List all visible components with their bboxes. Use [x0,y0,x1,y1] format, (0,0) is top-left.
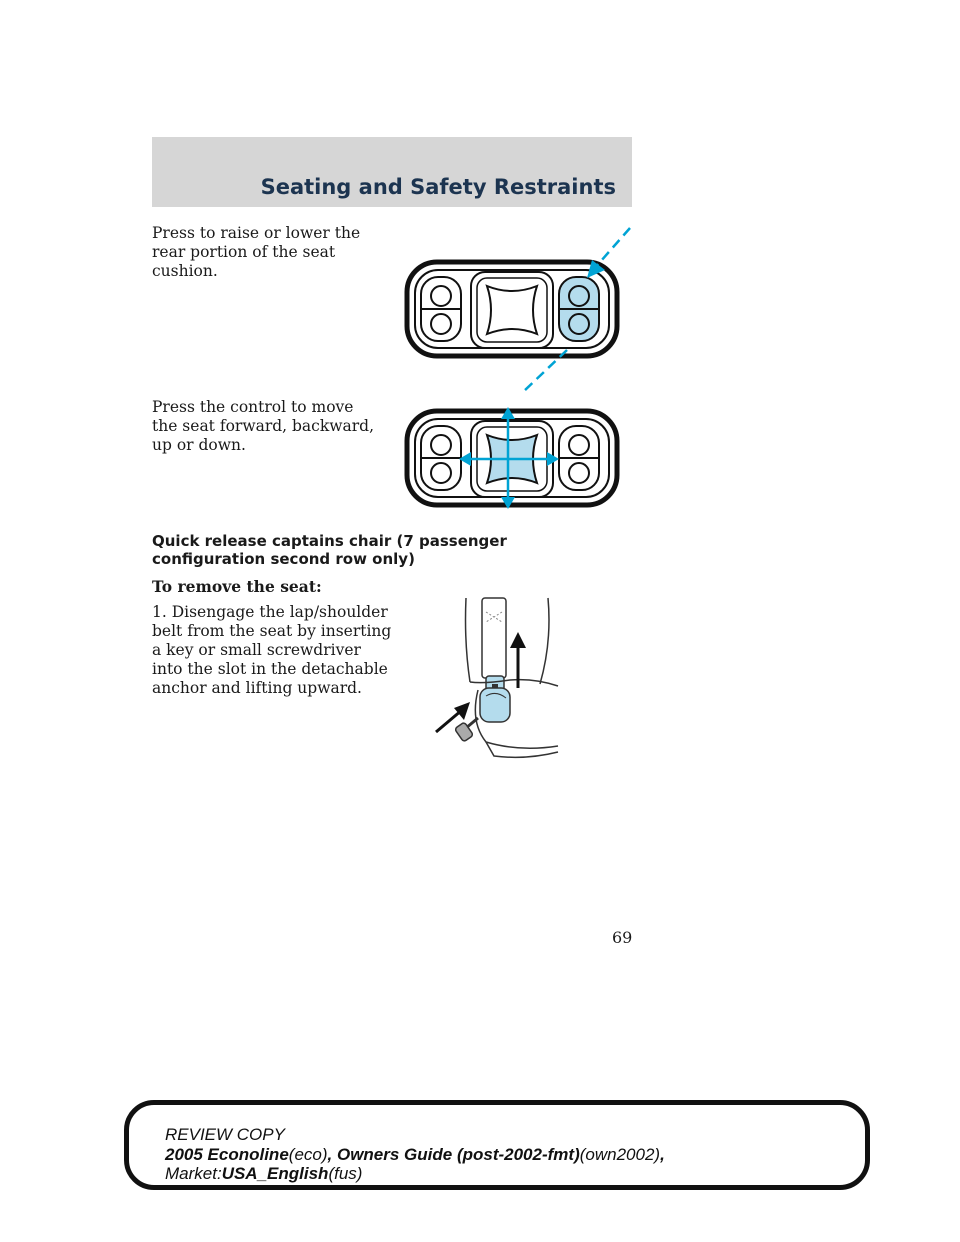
review-copy-label: REVIEW COPY [165,1125,285,1144]
guide-name: Owners Guide (post-2002-fmt) [336,1145,580,1164]
step-1: 1. Disengage the lap/shoulder belt from the seat by inserting a key or small screwdriver into the slot in the detachable anchor and lifting upward. [152,603,392,697]
header-band [152,137,632,207]
belt-anchor-illustration [430,592,560,760]
document-info-line [165,1145,665,1165]
market-line [165,1164,362,1184]
seat-position-control-illustration [395,405,640,510]
section-title: Seating and Safety Restraints [260,175,616,199]
subheading: To remove the seat: [152,577,322,596]
model-code: (eco) [288,1145,328,1164]
model-name: 2005 Econoline [165,1145,289,1164]
paragraph-seat-control: Press the control to move the seat forward, backward, up or down. [152,398,375,454]
page-number: 69 [612,928,633,947]
market-value: USA_English [221,1164,329,1183]
paragraph-seat-cushion: Press to raise or lower the rear portion of the seat cushion. [152,224,361,280]
seat-cushion-control-illustration [395,222,640,394]
section-heading: Quick release captains chair (7 passenger configuration second row only) [152,532,507,568]
separator-1: , [327,1145,337,1164]
market-code: (fus) [328,1164,363,1183]
guide-code: (own2002) [579,1145,661,1164]
market-label: Market: [165,1164,222,1183]
separator-2: , [660,1145,665,1164]
review-copy-footer [124,1100,870,1190]
